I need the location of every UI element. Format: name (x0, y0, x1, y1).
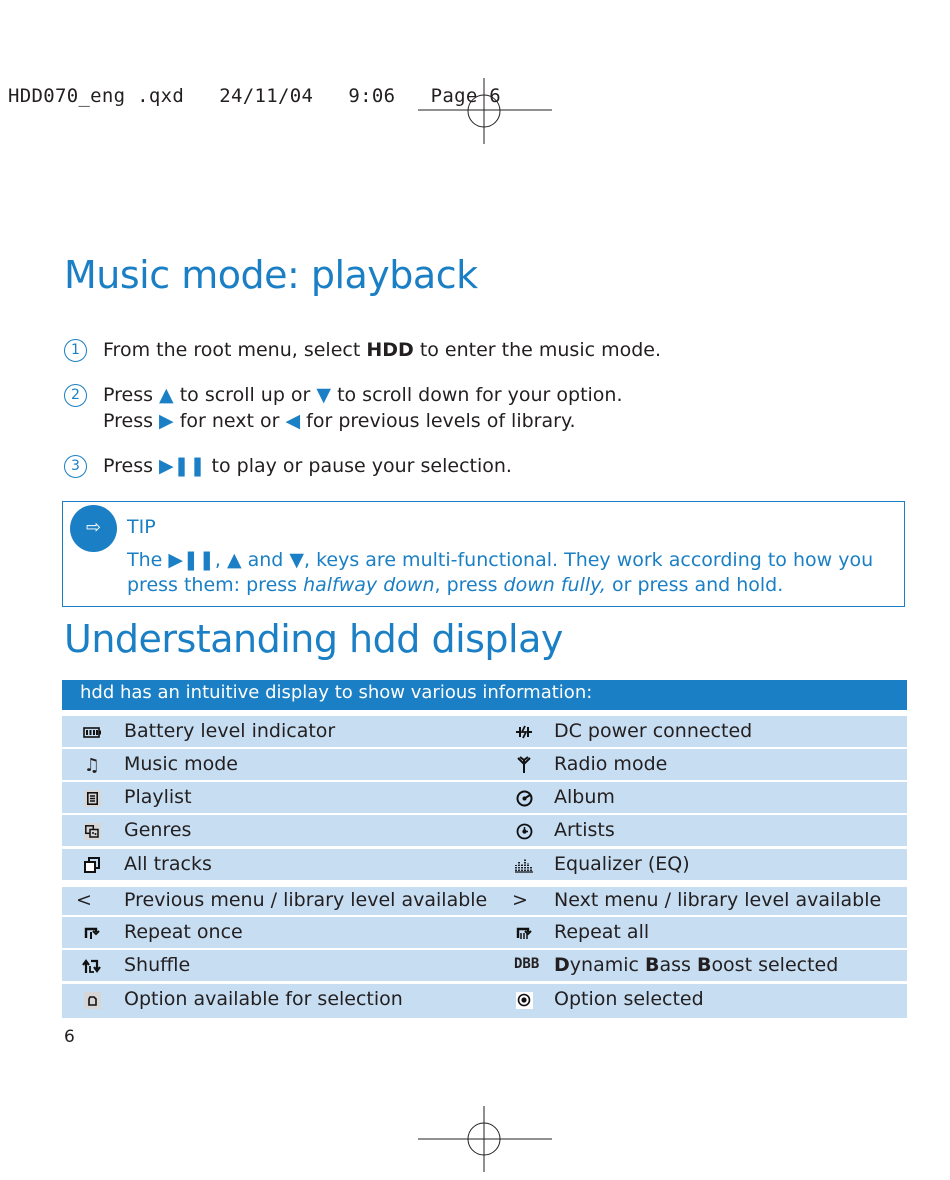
music-note-icon: ♫ (83, 754, 101, 776)
table-header: hdd has an intuitive display to show various information: (62, 680, 907, 710)
down-arrow-icon: ▼ (316, 384, 332, 406)
genres-icon (82, 821, 102, 841)
registration-mark-bottom (418, 1106, 552, 1172)
table-row: Shuffle DBB Dynamic Bass Boost selected (62, 950, 907, 981)
battery-icon (82, 722, 102, 742)
arrow-right-icon: ⇨ (70, 505, 117, 552)
option-available-icon (82, 990, 102, 1010)
artists-icon (514, 821, 534, 841)
table-row: < Previous menu / library level available > Next menu / library level available (62, 887, 907, 915)
repeat-once-icon (82, 923, 102, 943)
down-arrow-icon: ▼ (289, 549, 305, 571)
antenna-icon (514, 755, 534, 775)
table-row: All tracks Equalizer (EQ) (62, 849, 907, 880)
tip-line-1: The ▶❚❚, ▲ and ▼, keys are multi-functional. They work according to how you (127, 549, 874, 571)
tip-line-2: press them: press halfway down, press down fully, or press and hold. (127, 574, 784, 596)
step-number: 3 (64, 455, 87, 478)
up-arrow-icon: ▲ (159, 384, 174, 406)
print-slug: HDD070_eng .qxd 24/11/04 9:06 Page 6 (8, 85, 502, 107)
table-row: Playlist Album (62, 782, 907, 813)
section-title-hdd-display: Understanding hdd display (64, 617, 563, 661)
table-row: ♫ Music mode Radio mode (62, 749, 907, 780)
next-level-symbol: > (512, 889, 528, 911)
all-tracks-icon (82, 855, 102, 875)
step-number: 2 (64, 384, 87, 407)
option-selected-icon (514, 990, 534, 1010)
table-row: Option available for selection Option selected (62, 984, 907, 1018)
page-number: 6 (64, 1027, 75, 1047)
shuffle-icon (82, 956, 102, 976)
tip-box (62, 501, 905, 607)
table-row: Repeat once Repeat all (62, 917, 907, 948)
dbb-icon: DBB (514, 956, 540, 972)
registration-mark-top (418, 78, 552, 144)
left-arrow-icon: ◀ (285, 410, 301, 432)
previous-level-symbol: < (76, 889, 92, 911)
equalizer-icon (514, 855, 534, 875)
dc-power-icon (514, 722, 534, 742)
playlist-icon (82, 788, 102, 808)
step-number: 1 (64, 339, 87, 362)
section-title-music-mode: Music mode: playback (64, 253, 478, 297)
repeat-all-icon (514, 923, 534, 943)
play-pause-icon: ▶❚❚ (159, 455, 206, 477)
tip-title: TIP (127, 516, 156, 538)
table-row: Genres Artists (62, 815, 907, 846)
up-arrow-icon: ▲ (226, 549, 242, 571)
album-icon (514, 788, 534, 808)
right-arrow-icon: ▶ (159, 410, 174, 432)
play-pause-icon: ▶❚❚ (168, 549, 215, 571)
table-row: Battery level indicator DC power connected (62, 716, 907, 747)
